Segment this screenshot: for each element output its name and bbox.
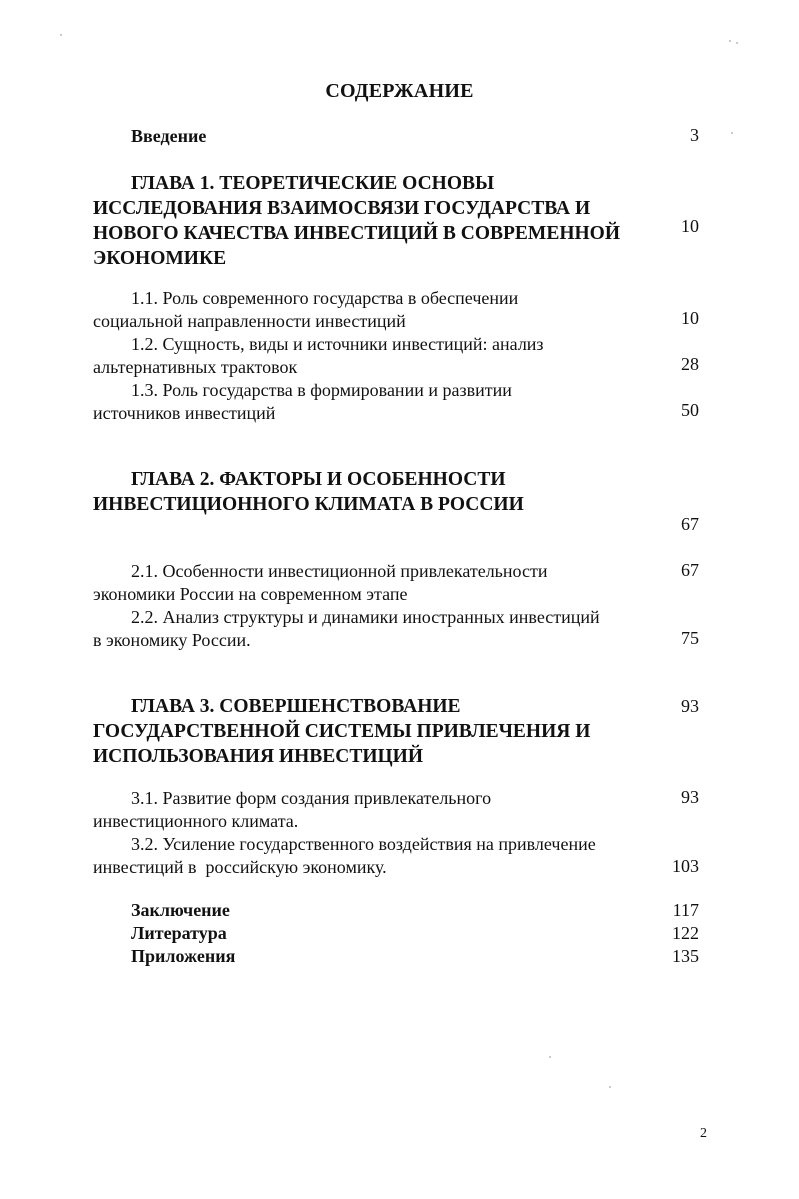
chapter2-page: 67 xyxy=(681,514,699,534)
page-title: СОДЕРЖАНИЕ xyxy=(325,80,474,102)
page-number: 2 xyxy=(700,1126,707,1141)
chapter3-page: 93 xyxy=(681,696,699,716)
section-2-1-line-2: экономики России на современном этапе xyxy=(93,584,408,604)
section-3-1-page: 93 xyxy=(681,787,699,807)
intro-label: Введение xyxy=(131,126,207,146)
conclusion-page: 117 xyxy=(672,900,699,920)
chapter3-line-2: ГОСУДАРСТВЕННОЙ СИСТЕМЫ ПРИВЛЕЧЕНИЯ И xyxy=(93,721,591,742)
section-1-1-line-1: 1.1. Роль современного государства в обеспечении xyxy=(131,288,519,308)
appendices-label: Приложения xyxy=(131,946,236,966)
section-3-1-line-2: инвестиционного климата. xyxy=(93,811,299,831)
section-3-2-line-1: 3.2. Усиление государственного воздействия на привлечение xyxy=(131,834,596,854)
appendices-page: 135 xyxy=(672,946,699,966)
section-2-2-line-2: в экономику России. xyxy=(93,630,251,650)
section-1-2-page: 28 xyxy=(681,354,699,374)
section-2-1-line-1: 2.1. Особенности инвестиционной привлекательности xyxy=(131,561,548,581)
section-1-1-line-2: социальной направленности инвестиций xyxy=(93,311,406,331)
section-1-1-page: 10 xyxy=(681,308,699,328)
section-3-2-line-2: инвестиций в российскую экономику. xyxy=(93,857,387,877)
section-3-1-line-1: 3.1. Развитие форм создания привлекательного xyxy=(131,788,492,808)
scan-speck xyxy=(549,1056,551,1058)
section-2-2-page: 75 xyxy=(681,628,699,648)
section-1-3-line-1: 1.3. Роль государства в формировании и развитии xyxy=(131,380,512,400)
literature-label: Литература xyxy=(131,923,227,943)
literature-page: 122 xyxy=(672,923,699,943)
chapter2-line-2: ИНВЕСТИЦИОННОГО КЛИМАТА В РОССИИ xyxy=(93,494,524,515)
section-1-2-line-1: 1.2. Сущность, виды и источники инвестиций: анализ xyxy=(131,334,544,354)
section-1-3-page: 50 xyxy=(681,400,699,420)
scan-speck xyxy=(60,34,62,36)
chapter1-line-3: НОВОГО КАЧЕСТВА ИНВЕСТИЦИЙ В СОВРЕМЕННОЙ xyxy=(93,223,620,244)
intro-page: 3 xyxy=(690,125,699,145)
scan-speck xyxy=(609,1086,611,1088)
chapter3-line-1: ГЛАВА 3. СОВЕРШЕНСТВОВАНИЕ xyxy=(131,696,461,717)
scan-speck xyxy=(729,40,731,42)
section-1-2-line-2: альтернативных трактовок xyxy=(93,357,298,377)
chapter1-line-1: ГЛАВА 1. ТЕОРЕТИЧЕСКИЕ ОСНОВЫ xyxy=(131,173,495,194)
scan-speck xyxy=(736,42,738,44)
section-1-3-line-2: источников инвестиций xyxy=(93,403,276,423)
scan-speck xyxy=(731,132,733,134)
chapter1-line-2: ИССЛЕДОВАНИЯ ВЗАИМОСВЯЗИ ГОСУДАРСТВА И xyxy=(93,198,591,219)
section-2-2-line-1: 2.2. Анализ структуры и динамики иностранных инвестиций xyxy=(131,607,600,627)
section-3-2-page: 103 xyxy=(672,856,699,876)
section-2-1-page: 67 xyxy=(681,560,699,580)
chapter1-page: 10 xyxy=(681,216,699,236)
conclusion-label: Заключение xyxy=(131,900,230,920)
chapter1-line-4: ЭКОНОМИКЕ xyxy=(93,248,227,269)
chapter2-line-1: ГЛАВА 2. ФАКТОРЫ И ОСОБЕННОСТИ xyxy=(131,469,506,490)
chapter3-line-3: ИСПОЛЬЗОВАНИЯ ИНВЕСТИЦИЙ xyxy=(93,746,424,767)
